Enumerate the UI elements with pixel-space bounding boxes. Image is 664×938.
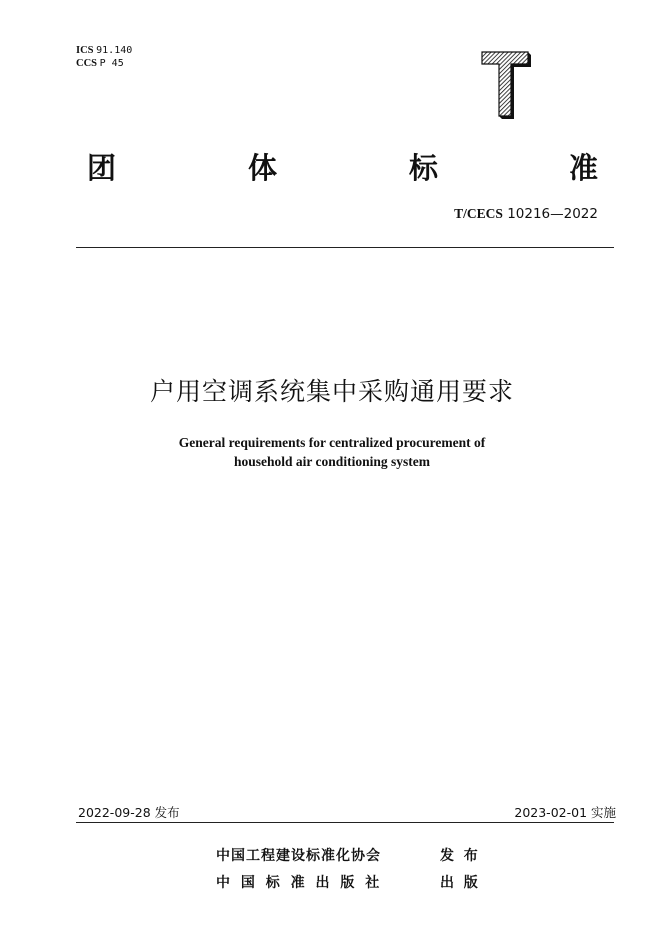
footer-divider [76, 822, 614, 823]
category-char-4: 准 [569, 151, 599, 185]
category-char-2: 体 [248, 151, 278, 185]
ccs-code: P 45 [99, 58, 124, 69]
implement-date: 2023-02-01 实施 [514, 805, 616, 820]
publisher-association-role: 发 布 [440, 848, 478, 864]
logo-letter: T [480, 50, 481, 51]
ics-line [76, 44, 132, 57]
issue-date: 2022-09-28 发布 [78, 805, 180, 820]
ccs-line [76, 57, 132, 70]
category-char-1: 团 [87, 151, 117, 185]
title-english-line-2: household air conditioning system [234, 454, 430, 469]
standard-number [454, 206, 598, 222]
ics-code: 91.140 [96, 45, 133, 56]
ics-label: ICS [76, 45, 94, 56]
t-standard-logo [480, 50, 532, 120]
header-divider [76, 247, 614, 248]
publisher-press: 中 国 标 准 出 版 社 [216, 875, 383, 891]
title-chinese: 户用空调系统集中采购通用要求 [149, 377, 514, 406]
publisher-association: 中国工程建设标准化协会 [216, 848, 381, 864]
ccs-label: CCS [76, 58, 98, 69]
classification-codes [76, 44, 132, 70]
category-char-3: 标 [409, 151, 439, 185]
title-english-line-1: General requirements for centralized procurement of [178, 435, 486, 450]
standard-code: 10216—2022 [507, 206, 598, 222]
title-english [0, 433, 664, 471]
publisher-press-role: 出 版 [440, 875, 478, 891]
standard-prefix: T/CECS [454, 206, 503, 221]
